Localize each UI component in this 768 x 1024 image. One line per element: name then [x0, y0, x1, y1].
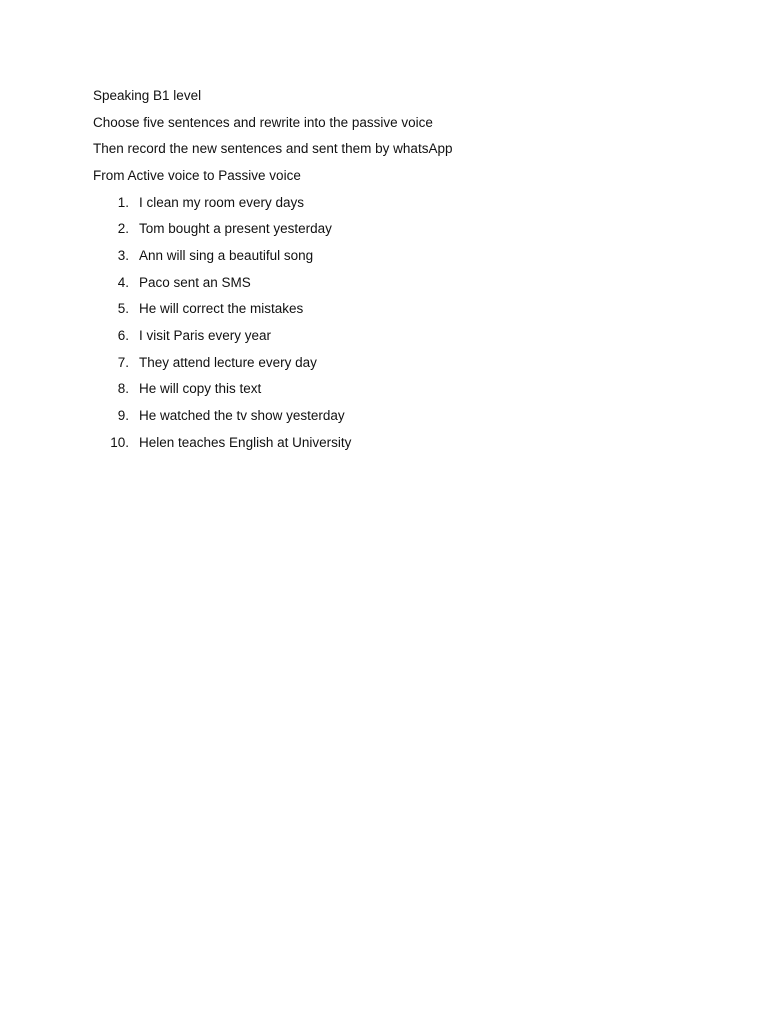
list-item-number: 10. — [110, 434, 129, 450]
list-item-number: 4. — [117, 274, 129, 290]
list-item-text: Helen teaches English at University — [139, 434, 352, 450]
list-item-number: 3. — [117, 248, 129, 264]
list-item-number: 7. — [117, 354, 129, 370]
instruction-line: Choose five sentences and rewrite into the passive voice — [93, 114, 433, 130]
list-item-text: Ann will sing a beautiful song — [139, 248, 314, 264]
list-item-number: 9. — [117, 407, 129, 423]
list-item-number: 8. — [117, 381, 129, 397]
list-item-text: They attend lecture every day — [139, 354, 317, 370]
list-item-text: I clean my room every days — [139, 194, 305, 210]
list-item — [93, 193, 733, 213]
list-item-text: He will copy this text — [139, 381, 262, 397]
instruction-line: Then record the new sentences and sent them by whatsApp — [93, 141, 453, 157]
list-item-number: 2. — [117, 221, 129, 237]
list-item — [93, 406, 733, 426]
list-item — [93, 379, 733, 399]
list-item-text: He watched the tv show yesterday — [139, 407, 345, 423]
list-item-text: He will correct the mistakes — [139, 301, 304, 317]
list-item — [93, 219, 733, 239]
list-item-text: Tom bought a present yesterday — [139, 221, 332, 237]
list-item-text: I visit Paris every year — [139, 327, 272, 343]
document-page — [93, 86, 733, 459]
list-item-number: 6. — [117, 327, 129, 343]
document-heading: Speaking B1 level — [93, 88, 202, 103]
list-item — [93, 433, 733, 453]
list-item — [93, 353, 733, 373]
list-item-number: 5. — [117, 301, 129, 317]
list-item-number: 1. — [117, 194, 129, 210]
sentence-list — [93, 193, 733, 453]
section-title: From Active voice to Passive voice — [93, 168, 301, 184]
list-item — [93, 273, 733, 293]
list-item-text: Paco sent an SMS — [139, 274, 251, 290]
list-item — [93, 326, 733, 346]
list-item — [93, 299, 733, 319]
list-item — [93, 246, 733, 266]
